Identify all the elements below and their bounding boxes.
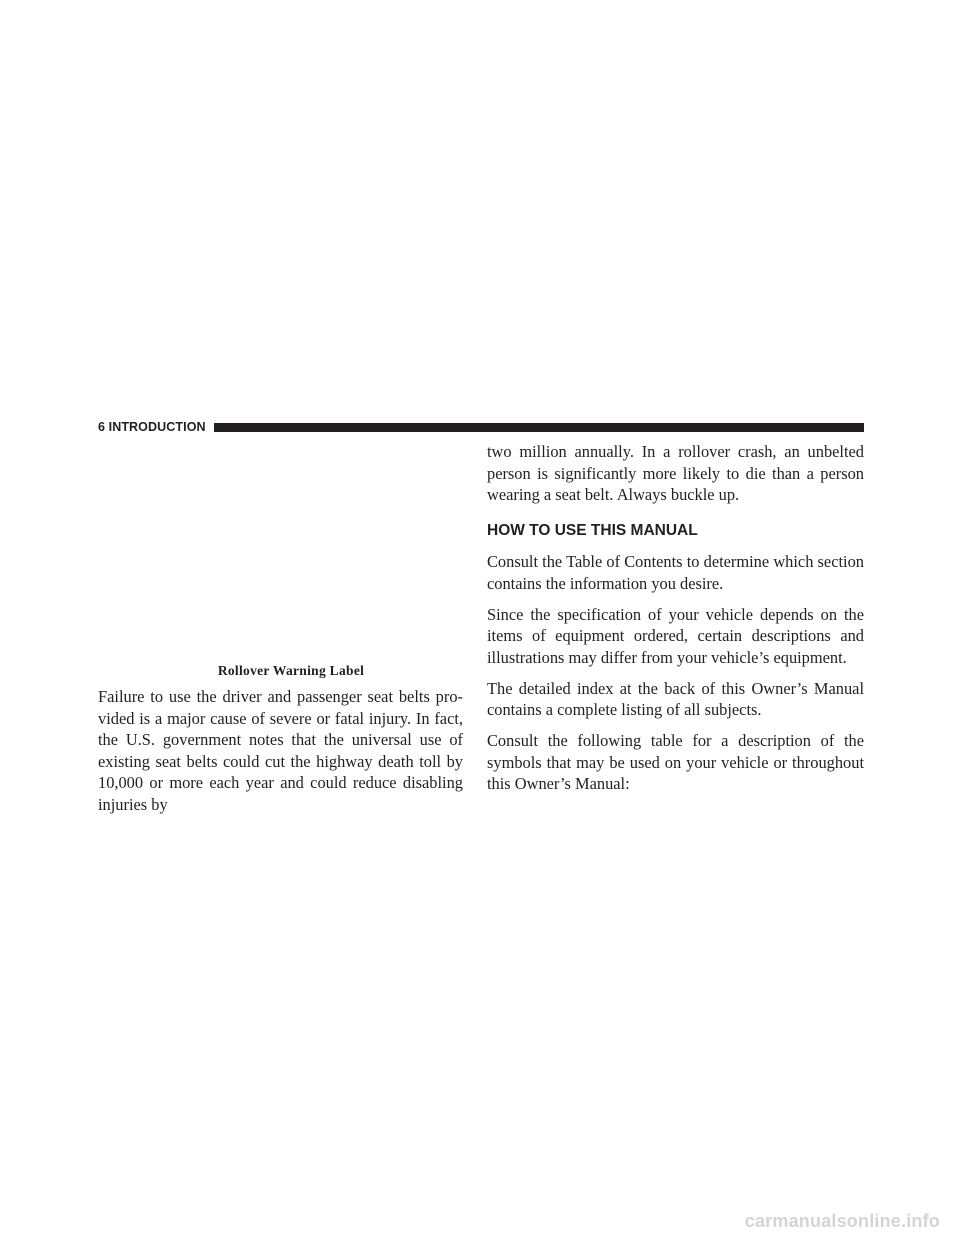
watermark-logo [700, 1202, 940, 1240]
page-number-section-label: 6 INTRODUCTION [98, 420, 206, 434]
paragraph-3: The detailed index at the back of this Owner’s Manual contains a complete listing of all subjects. [487, 678, 864, 719]
right-column [487, 441, 864, 804]
continuation-paragraph: two million annually. In a rollover crash, an unbelted person is significantly more likely to die than a person wearing a seat belt. Always buckle up. [487, 442, 864, 504]
figure-caption: Rollover Warning Label [217, 663, 365, 678]
paragraph-4: Consult the following table for a description of the symbols that may be used on your vehicle or throughout this Owner’s Manual: [487, 731, 864, 793]
section-heading: HOW TO USE THIS MANUAL [487, 521, 698, 539]
figure-placeholder [98, 440, 463, 655]
paragraph-1: Consult the Table of Contents to determine which section contains the information you desire. [487, 552, 864, 593]
watermark-text: carmanualsonline.info [744, 1210, 940, 1231]
page-header [98, 420, 864, 434]
paragraph-2: Since the specification of your vehicle depends on the items of equipment ordered, certain descriptions and illustrations may differ from your vehicle’s equipment. [487, 604, 864, 667]
left-paragraph: Failure to use the driver and passenger seat belts pro-vided is a major cause of severe or fatal injury. In fact, the U.S. government notes that the universal use of existing seat belts could cut the highway death toll by 10,000 or more each year and could reduce disabling injuries by [98, 687, 463, 814]
header-rule-bar [214, 423, 864, 432]
left-column [98, 686, 463, 825]
